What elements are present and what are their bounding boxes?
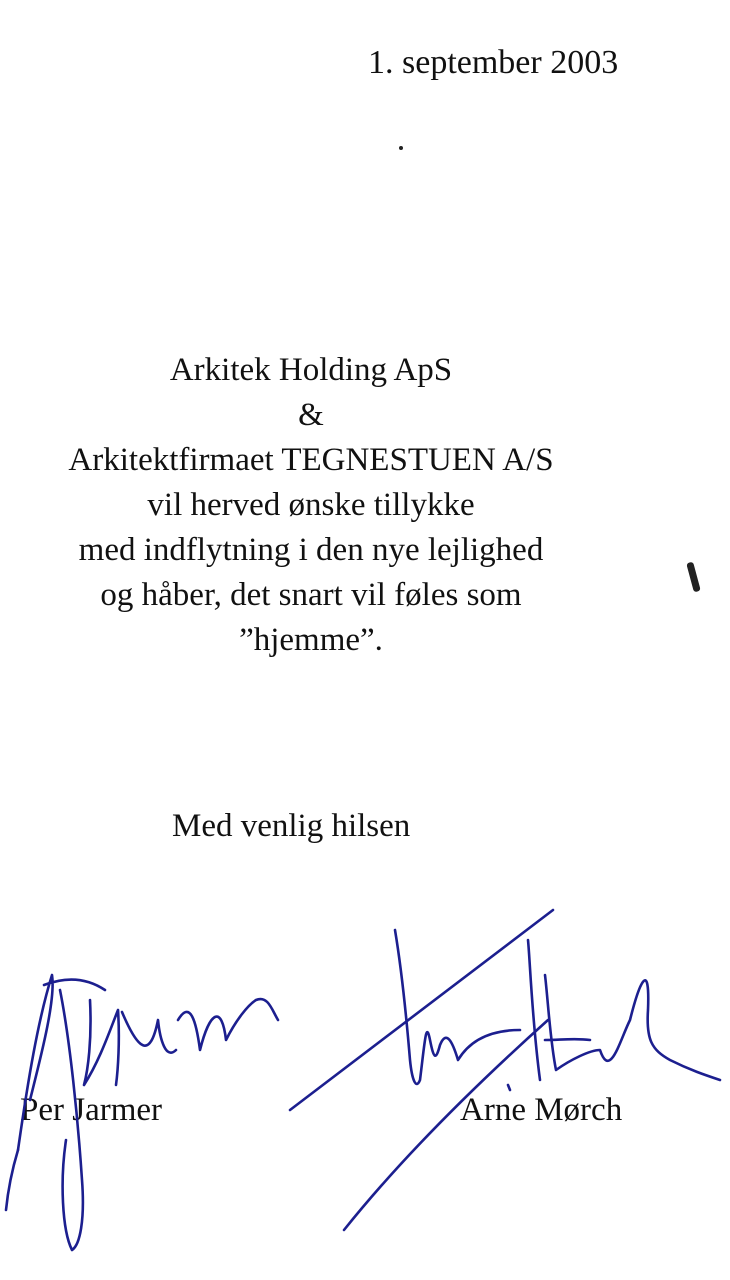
- signatory-name-left: Per Jarmer: [20, 1092, 163, 1128]
- greeting-line-3: og håber, det snart vil føles som: [100, 577, 522, 613]
- greeting-line-1: vil herved ønske tillykke: [147, 487, 475, 523]
- greeting-line-4: ”hjemme”.: [239, 622, 383, 658]
- letter-date: 1. september 2003: [368, 44, 619, 81]
- signatory-name-right: Arne Mørch: [460, 1092, 623, 1128]
- ampersand-line: &: [298, 397, 324, 433]
- signature-arne-morch: [290, 910, 553, 1110]
- letter-body: [0, 348, 622, 663]
- firm-name-line: Arkitektfirmaet TEGNESTUEN A/S: [68, 442, 554, 478]
- scan-speck: [399, 146, 403, 150]
- company-name-line: Arkitek Holding ApS: [169, 352, 453, 388]
- closing-text: Med venlig hilsen: [172, 808, 411, 844]
- scan-mark: [686, 562, 701, 593]
- greeting-line-2: med indflytning i den nye lejlighed: [78, 532, 544, 568]
